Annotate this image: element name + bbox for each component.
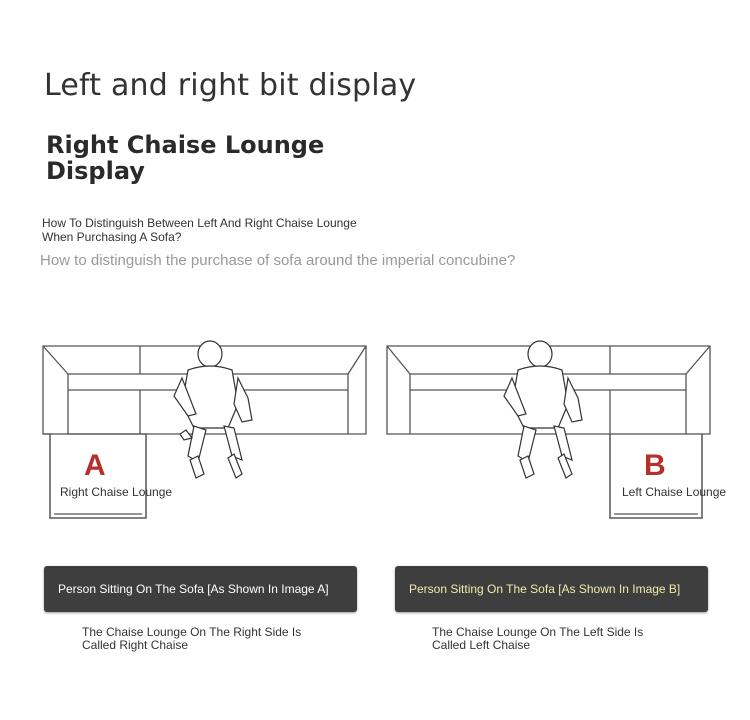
intro-question-line1: How To Distinguish Between Left And Right Chaise Lounge [42, 216, 357, 230]
caption-text-b [432, 626, 643, 652]
sofa-diagram-a [38, 338, 373, 523]
caption-text-a [82, 626, 301, 652]
section-title-line1: Right Chaise Lounge [46, 131, 325, 159]
diagram-label-b: Left Chaise Lounge [622, 485, 727, 499]
intro-question-line2: When Purchasing A Sofa? [42, 230, 182, 244]
intro-question [42, 216, 357, 244]
diagram-letter-b: B [644, 449, 666, 482]
caption-b-line2: Called Left Chaise [432, 638, 531, 652]
sofa-diagram-b [382, 338, 742, 523]
caption-a-line2: Called Right Chaise [82, 638, 189, 652]
caption-banner-b: Person Sitting On The Sofa [As Shown In Image B] [395, 566, 708, 612]
diagram-label-a: Right Chaise Lounge [60, 485, 173, 499]
caption-a-line1: The Chaise Lounge On The Right Side Is [82, 625, 302, 639]
intro-mistranslation: How to distinguish the purchase of sofa around the imperial concubine? [40, 252, 516, 269]
section-title-line2: Display [46, 157, 145, 185]
section-title [46, 132, 324, 184]
diagram-letter-a: A [84, 449, 106, 482]
caption-banner-a: Person Sitting On The Sofa [As Shown In Image A] [44, 566, 357, 612]
page-title: Left and right bit display [44, 68, 417, 103]
caption-b-line1: The Chaise Lounge On The Left Side Is [432, 625, 644, 639]
